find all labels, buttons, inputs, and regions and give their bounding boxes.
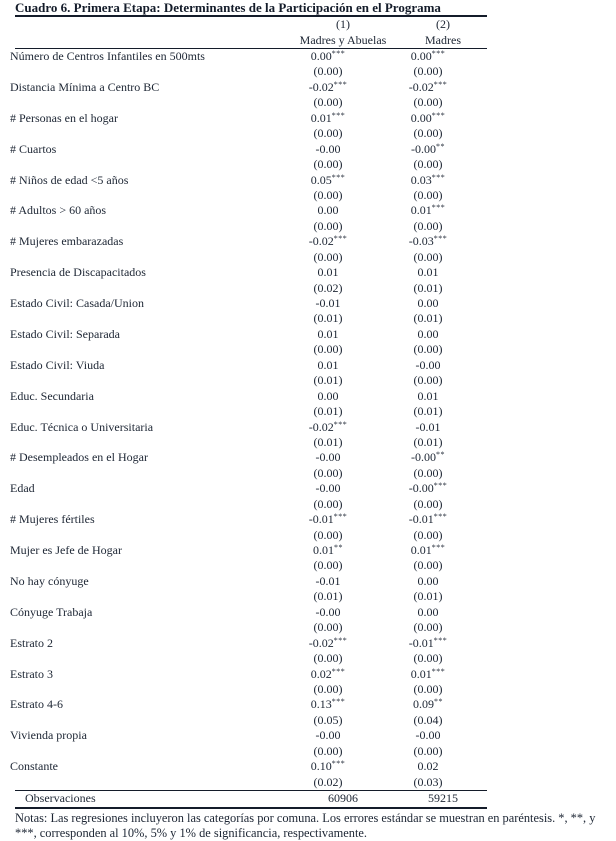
stderr-col2: (0.01) xyxy=(413,434,443,449)
table-row xyxy=(0,389,616,420)
stderr-col2: (0.00) xyxy=(413,218,443,233)
stderr-col1: (0.02) xyxy=(313,280,343,295)
significance-stars-col2: ** xyxy=(434,697,443,707)
stderr-col1: (0.02) xyxy=(313,774,343,789)
row-spacer xyxy=(0,497,272,512)
row-spacer xyxy=(0,558,272,573)
footer-label: Observaciones xyxy=(25,791,96,805)
significance-stars-col2: ** xyxy=(436,141,445,151)
significance-stars-col2: *** xyxy=(431,666,446,676)
significance-stars-col2: *** xyxy=(431,49,446,58)
row-label: Estado Civil: Casada/Union xyxy=(10,296,144,310)
stderr-col1: (0.00) xyxy=(313,64,343,79)
table-row xyxy=(0,49,616,80)
coefficient-col1: 0.00 xyxy=(317,388,339,403)
stderr-col2: (0.00) xyxy=(413,187,443,202)
row-spacer xyxy=(0,682,272,697)
coefficient-col2: -0.02*** xyxy=(408,79,448,94)
row-label: Estrato 3 xyxy=(10,666,53,681)
observations-col1: 60906 xyxy=(328,791,358,805)
coefficient-col1: 0.00 xyxy=(317,203,339,218)
coefficient-col1: 0.02*** xyxy=(310,666,346,681)
table-row xyxy=(0,203,616,234)
stderr-col2: (0.00) xyxy=(413,465,443,480)
significance-stars-col1: *** xyxy=(333,79,348,89)
stderr-col1: (0.00) xyxy=(313,126,343,141)
stderr-col2: (0.00) xyxy=(413,373,443,388)
stderr-col2: (0.01) xyxy=(413,404,443,419)
stderr-col2: (0.00) xyxy=(413,126,443,141)
stderr-col1: (0.00) xyxy=(313,743,343,758)
stderr-col1: (0.01) xyxy=(313,434,343,449)
row-label: No hay cónyuge xyxy=(10,573,89,588)
row-spacer xyxy=(0,250,272,265)
table-row xyxy=(0,296,616,327)
row-label: # Desempleados en el Hogar xyxy=(10,450,148,465)
coefficient-col2: 0.01 xyxy=(417,265,439,280)
coefficient-col1: -0.02*** xyxy=(308,635,348,650)
significance-stars-col2: *** xyxy=(433,234,448,244)
coefficient-col1: 0.13*** xyxy=(310,697,346,712)
row-spacer xyxy=(0,435,272,450)
row-spacer xyxy=(0,466,272,481)
coefficient-col1: 0.05*** xyxy=(310,172,346,187)
row-label: Estrato 4-6 xyxy=(10,697,63,712)
stderr-col2: (0.00) xyxy=(413,249,443,264)
coefficient-col2: 0.00 xyxy=(417,573,439,588)
stderr-col2: (0.00) xyxy=(413,496,443,511)
significance-stars-col1: *** xyxy=(331,172,346,182)
table-row xyxy=(0,697,616,728)
row-spacer xyxy=(0,188,272,203)
row-label: Estrato 2 xyxy=(10,635,53,650)
stderr-col1: (0.00) xyxy=(313,496,343,511)
significance-stars-col1: ** xyxy=(334,543,343,552)
table-row xyxy=(0,543,616,574)
coefficient-col2: 0.00*** xyxy=(410,110,446,125)
stderr-col2: (0.03) xyxy=(413,774,443,789)
coefficient-col1: 0.01*** xyxy=(310,110,346,125)
row-label: # Mujeres fértiles xyxy=(10,512,95,527)
stderr-col2: (0.00) xyxy=(413,527,443,542)
row-label: Estado Civil: Separada xyxy=(10,326,120,341)
row-label: Educ. Técnica o Universitaria xyxy=(10,419,154,434)
stderr-col1: (0.00) xyxy=(313,558,343,573)
row-spacer xyxy=(0,744,272,759)
coefficient-col1: -0.01*** xyxy=(308,512,348,527)
row-label: Presencia de Discapacitados xyxy=(10,265,146,280)
coefficient-col2: -0.01 xyxy=(415,419,441,434)
coefficient-col1: -0.02*** xyxy=(308,419,348,434)
header-spacer xyxy=(15,17,287,33)
row-label: Estado Civil: Viuda xyxy=(10,357,105,372)
significance-stars-col2: *** xyxy=(433,635,448,645)
row-spacer xyxy=(0,281,272,296)
significance-stars-col1: *** xyxy=(331,759,346,769)
stderr-col2: (0.01) xyxy=(413,280,443,295)
table-row xyxy=(0,80,616,111)
header-spacer xyxy=(15,33,287,49)
row-spacer xyxy=(0,373,272,388)
table-header xyxy=(15,17,487,48)
notes-line-2: y ***, corresponden al 10%, 5% y 1% de significancia, respectivamente. xyxy=(15,810,596,840)
row-label: # Niños de edad <5 años xyxy=(10,172,129,187)
stderr-col1: (0.00) xyxy=(313,465,343,480)
stderr-col1: (0.00) xyxy=(313,249,343,264)
stderr-col2: (0.00) xyxy=(413,95,443,110)
coefficient-col1: 0.01 xyxy=(317,265,339,280)
significance-stars-col2: *** xyxy=(433,79,448,89)
coefficient-col2: -0.01*** xyxy=(408,512,448,527)
coefficient-col2: 0.00*** xyxy=(410,49,446,63)
stderr-col1: (0.01) xyxy=(313,404,343,419)
coefficient-col1: -0.02*** xyxy=(308,79,348,94)
stderr-col2: (0.00) xyxy=(413,681,443,696)
stderr-col1: (0.01) xyxy=(313,311,343,326)
row-spacer xyxy=(0,311,272,326)
table-row xyxy=(0,512,616,543)
row-label: Cónyuge Trabaja xyxy=(10,604,93,619)
significance-stars-col2: *** xyxy=(433,481,448,491)
coefficient-col2: 0.00 xyxy=(417,326,439,341)
stderr-col2: (0.04) xyxy=(413,712,443,727)
table-row xyxy=(0,111,616,142)
coefficient-col2: -0.00 xyxy=(415,357,441,372)
row-label: Mujer es Jefe de Hogar xyxy=(10,543,122,557)
significance-stars-col2: *** xyxy=(431,203,446,213)
row-spacer xyxy=(0,528,272,543)
significance-stars-col2: *** xyxy=(431,172,446,182)
coefficient-col1: -0.02*** xyxy=(308,234,348,249)
table-row xyxy=(0,358,616,389)
coefficient-col2: 0.01 xyxy=(417,388,439,403)
row-label: # Personas en el hogar xyxy=(10,110,118,125)
row-spacer xyxy=(0,404,272,419)
stderr-col1: (0.00) xyxy=(313,157,343,172)
table-row xyxy=(0,728,616,759)
table-row xyxy=(0,605,616,636)
stderr-col1: (0.05) xyxy=(313,712,343,727)
coefficient-col2: 0.00 xyxy=(417,296,439,310)
row-label: Vivienda propia xyxy=(10,728,87,743)
col-header-1: Madres y Abuelas xyxy=(299,32,387,47)
row-spacer xyxy=(0,95,272,110)
stderr-col1: (0.00) xyxy=(313,527,343,542)
stderr-col2: (0.01) xyxy=(413,311,443,326)
significance-stars-col2: *** xyxy=(431,543,446,552)
coefficient-col2: 0.01*** xyxy=(410,666,446,681)
coefficient-col1: -0.00 xyxy=(315,450,341,465)
stderr-col2: (0.01) xyxy=(413,589,443,604)
stderr-col1: (0.00) xyxy=(313,620,343,635)
coefficient-col1: -0.00 xyxy=(315,481,341,496)
table-row xyxy=(0,574,616,605)
row-label: Educ. Secundaria xyxy=(10,388,94,403)
coefficient-col2: -0.01*** xyxy=(408,635,448,650)
table-row xyxy=(0,450,616,481)
coefficient-col1: 0.01 xyxy=(317,326,339,341)
row-spacer xyxy=(0,651,272,666)
coefficient-col1: -0.01 xyxy=(315,573,341,588)
coefficient-col2: -0.00** xyxy=(411,450,445,465)
table-body xyxy=(0,49,616,790)
significance-stars-col1: *** xyxy=(331,110,346,120)
stderr-col2: (0.00) xyxy=(413,651,443,666)
row-label: # Cuartos xyxy=(10,141,57,156)
stderr-col1: (0.00) xyxy=(313,218,343,233)
table-row xyxy=(0,667,616,698)
significance-stars-col1: *** xyxy=(331,697,346,707)
stderr-col2: (0.00) xyxy=(413,342,443,357)
row-spacer xyxy=(0,775,272,790)
coefficient-col2: 0.02 xyxy=(417,759,439,774)
row-spacer xyxy=(0,126,272,141)
stderr-col1: (0.01) xyxy=(313,373,343,388)
stderr-col1: (0.01) xyxy=(313,589,343,604)
stderr-col2: (0.00) xyxy=(413,620,443,635)
coefficient-col1: -0.00 xyxy=(315,141,341,156)
table-row xyxy=(0,420,616,451)
stderr-col1: (0.00) xyxy=(313,651,343,666)
coefficient-col2: -0.00*** xyxy=(408,481,448,496)
coefficient-col1: 0.10*** xyxy=(310,759,346,774)
coefficient-col2: -0.00 xyxy=(415,728,441,743)
row-spacer xyxy=(0,157,272,172)
significance-stars-col1: *** xyxy=(333,419,348,429)
table-row xyxy=(0,636,616,667)
table-row xyxy=(0,173,616,204)
row-label: # Mujeres embarazadas xyxy=(10,234,124,249)
table-row xyxy=(0,265,616,296)
row-label: # Adultos > 60 años xyxy=(10,203,107,218)
table-notes xyxy=(15,811,613,841)
row-spacer xyxy=(0,64,272,79)
col-header-2: Madres xyxy=(425,32,461,47)
row-spacer xyxy=(0,620,272,635)
row-label: Distancia Mínima a Centro BC xyxy=(10,79,160,94)
stderr-col2: (0.00) xyxy=(413,743,443,758)
observations-col2: 59215 xyxy=(428,791,458,805)
table-row xyxy=(0,142,616,173)
stderr-col1: (0.00) xyxy=(313,342,343,357)
coefficient-col2: 0.00 xyxy=(417,604,439,619)
table-row xyxy=(0,759,616,790)
stderr-col2: (0.00) xyxy=(413,64,443,79)
coefficient-col2: 0.01*** xyxy=(410,543,446,557)
row-label: Edad xyxy=(10,481,35,496)
stderr-col1: (0.00) xyxy=(313,95,343,110)
table-row xyxy=(0,234,616,265)
stderr-col1: (0.00) xyxy=(313,681,343,696)
significance-stars-col1: *** xyxy=(333,635,348,645)
table-title: Cuadro 6. Primera Etapa: Determinantes de la Participación en el Programa xyxy=(15,0,441,15)
paper-page xyxy=(0,1,616,838)
row-spacer xyxy=(0,713,272,728)
table-footer-row xyxy=(15,791,487,807)
coefficient-col2: -0.00** xyxy=(411,141,445,156)
coefficient-col1: 0.01** xyxy=(313,543,343,557)
row-spacer xyxy=(0,342,272,357)
coefficient-col2: 0.03*** xyxy=(410,172,446,187)
table-row xyxy=(0,327,616,358)
table-row xyxy=(0,481,616,512)
stderr-col2: (0.00) xyxy=(413,157,443,172)
stderr-col2: (0.00) xyxy=(413,558,443,573)
significance-stars-col1: *** xyxy=(331,666,346,676)
row-spacer xyxy=(0,589,272,604)
significance-stars-col2: *** xyxy=(431,110,446,120)
row-label: Constante xyxy=(10,759,58,774)
significance-stars-col2: ** xyxy=(436,450,445,460)
significance-stars-col1: *** xyxy=(333,234,348,244)
col-number-2: (2) xyxy=(436,17,450,31)
coefficient-col2: 0.09** xyxy=(413,697,443,712)
significance-stars-col2: *** xyxy=(433,512,448,522)
coefficient-col1: 0.00*** xyxy=(310,49,346,63)
notes-line-1: Notas: Las regresiones incluyeron las categorías por comuna. Los errores estándar se muestran en paréntesis. *, **, xyxy=(15,810,587,825)
stderr-col1: (0.00) xyxy=(313,187,343,202)
row-spacer xyxy=(0,219,272,234)
coefficient-col2: 0.01*** xyxy=(410,203,446,218)
row-label: Número de Centros Infantiles en 500mts xyxy=(10,49,205,63)
significance-stars-col1: *** xyxy=(333,512,348,522)
coefficient-col1: 0.01 xyxy=(317,357,339,372)
coefficient-col1: -0.01 xyxy=(315,296,341,310)
significance-stars-col1: *** xyxy=(331,49,346,58)
col-number-1: (1) xyxy=(336,17,350,31)
coefficient-col2: -0.03*** xyxy=(408,234,448,249)
coefficient-col1: -0.00 xyxy=(315,604,341,619)
divider-bottom xyxy=(15,807,487,809)
coefficient-col1: -0.00 xyxy=(315,728,341,743)
